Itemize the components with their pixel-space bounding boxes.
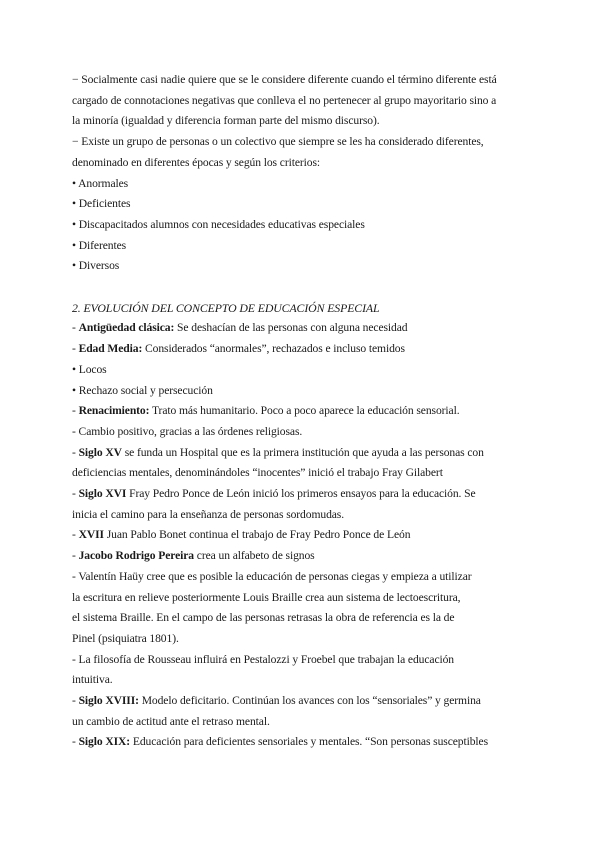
entry-term: Siglo XIX: (78, 735, 131, 749)
document-body (72, 70, 542, 753)
text-line: cargado de connotaciones negativas que conlleva el no pertenecer al grupo mayoritario sino a (72, 93, 497, 107)
entry-term: Edad Media: (78, 342, 143, 356)
entry-dash: - (72, 404, 79, 418)
bullet-item: • Diversos (72, 259, 120, 273)
bullet-item: • Discapacitados alumnos con necesidades educativas especiales (72, 217, 365, 231)
text-line: la minoría (igualdad y diferencia forman parte del mismo discurso). (72, 114, 380, 128)
entry-text: Trato más humanitario. Poco a poco aparece la educación sensorial. (149, 404, 460, 418)
entry-jacobo (72, 546, 542, 567)
text-line: - La filosofía de Rousseau influirá en Pestalozzi y Froebel que trabajan la educación (72, 652, 455, 666)
text-line: un cambio de actitud ante el retraso mental. (72, 714, 270, 728)
entry-text: Educación para deficientes sensoriales y mentales. “Son personas susceptibles (130, 735, 489, 749)
text-line: − Socialmente casi nadie quiere que se le considere diferente cuando el término diferente está (72, 73, 497, 86)
text-line: deficiencias mentales, denominándoles “inocentes” inició el trabajo Fray Gilabert (72, 466, 443, 480)
text-line: denominado en diferentes épocas y según los criterios: (72, 155, 320, 169)
entry-renacimiento (72, 401, 542, 422)
entry-edad-media (72, 339, 542, 360)
text-line: − Existe un grupo de personas o un colectivo que siempre se les ha considerado diferentes, (72, 135, 484, 149)
entry-text: Se deshacían de las personas con alguna necesidad (174, 321, 408, 335)
text-line: la escritura en relieve posteriormente Louis Braille crea aun sistema de lectoescritura, (72, 590, 461, 604)
text-line: Pinel (psiquiatra 1801). (72, 631, 179, 645)
entry-xvii (72, 525, 542, 546)
entry-text: crea un alfabeto de signos (194, 549, 315, 563)
entry-text: Considerados “anormales”, rechazados e incluso temidos (142, 342, 405, 356)
entry-siglo-xv (72, 443, 542, 464)
entry-dash: - (72, 445, 79, 459)
section-heading: 2. EVOLUCIÓN DEL CONCEPTO DE EDUCACIÓN ESPECIAL (72, 300, 380, 315)
entry-term: Renacimiento: (78, 404, 150, 418)
entry-dash: - (72, 487, 79, 501)
entry-term: Siglo XVI (78, 487, 127, 501)
text-line: intuitiva. (72, 673, 113, 687)
bullet-item: • Diferentes (72, 238, 127, 252)
text-line: - Valentín Haüy cree que es posible la educación de personas ciegas y empieza a utilizar (72, 569, 472, 583)
bullet-item: • Locos (72, 362, 107, 376)
bullet-item: • Anormales (72, 176, 129, 190)
entry-term: Antigüedad clásica: (78, 321, 175, 335)
bullet-item: • Deficientes (72, 197, 131, 211)
entry-dash: - (72, 735, 79, 749)
entry-dash: - (72, 528, 79, 542)
entry-term: Siglo XV (78, 445, 122, 459)
text-line: inicia el camino para la enseñanza de personas sordomudas. (72, 507, 345, 521)
entry-siglo-xvi (72, 484, 542, 505)
entry-siglo-xix (72, 732, 542, 753)
entry-term: Jacobo Rodrigo Pereira (78, 549, 194, 563)
paragraph-gap (72, 277, 542, 298)
entry-dash: - (72, 342, 79, 356)
entry-dash: - (72, 549, 79, 563)
entry-antiguedad (72, 318, 542, 339)
entry-term: XVII (78, 528, 104, 542)
entry-text: Modelo deficitario. Continúan los avances con los “sensoriales” y germina (138, 694, 481, 708)
text-line: el sistema Braille. En el campo de las personas retrasas la obra de referencia es la de (72, 611, 455, 625)
text-line: - Cambio positivo, gracias a las órdenes religiosas. (72, 424, 303, 438)
entry-text: se funda un Hospital que es la primera institución que ayuda a las personas con (121, 445, 484, 459)
entry-dash: - (72, 321, 79, 335)
entry-text: Fray Pedro Ponce de León inició los primeros ensayos para la educación. Se (126, 487, 476, 501)
entry-text: Juan Pablo Bonet continua el trabajo de Fray Pedro Ponce de León (103, 528, 411, 542)
entry-siglo-xviii (72, 691, 542, 712)
bullet-item: • Rechazo social y persecución (72, 383, 213, 397)
entry-dash: - (72, 694, 79, 708)
entry-term: Siglo XVIII: (78, 694, 139, 708)
